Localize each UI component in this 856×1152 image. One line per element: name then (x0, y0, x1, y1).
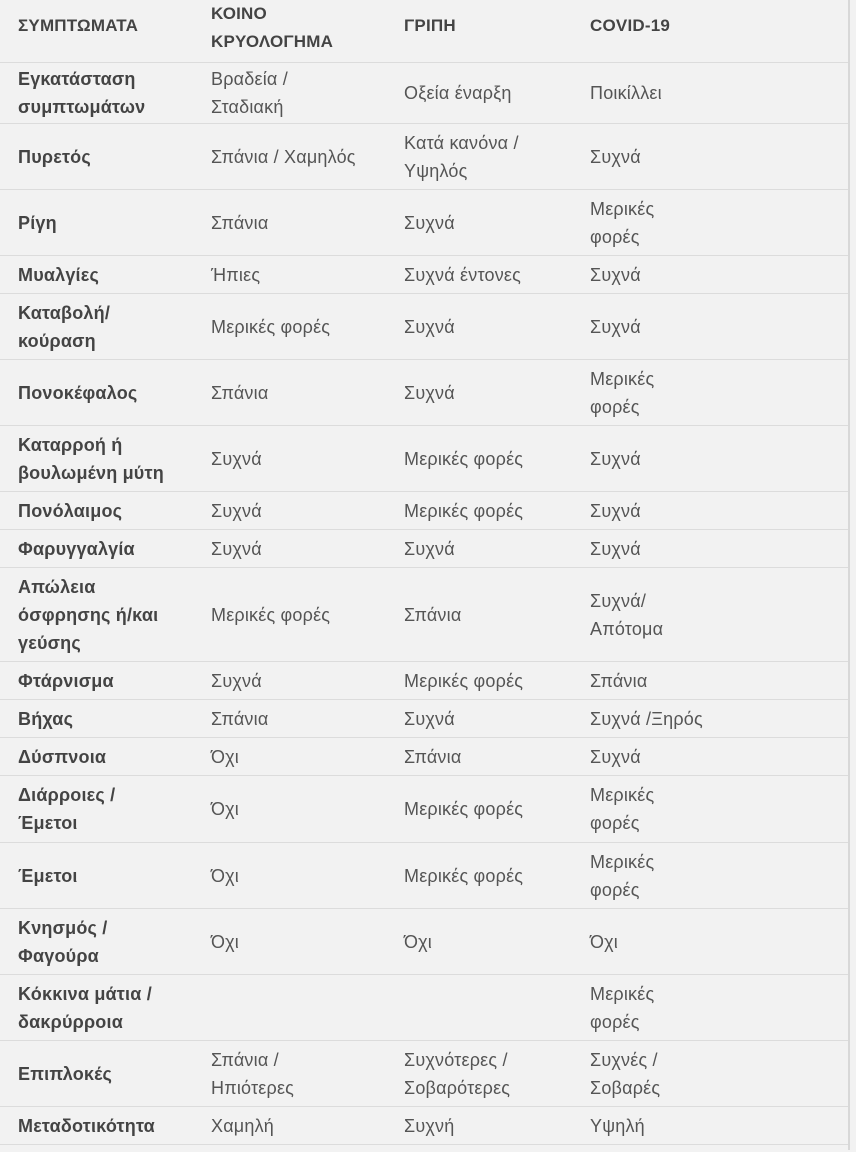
symptom-cell: Διάρροιες / Έμετοι (18, 785, 116, 833)
table-row (0, 776, 848, 843)
table-row (0, 63, 848, 124)
flu-cell: Συχνά (404, 212, 455, 233)
flu-cell: Μερικές φορές (404, 799, 524, 819)
common-cold-cell: Όχι (211, 865, 239, 886)
covid19-cell: Όχι (590, 931, 618, 952)
symptom-cell: Πονόλαιμος (18, 500, 123, 521)
covid19-cell: Συχνά (590, 448, 641, 469)
common-cold-cell: Χαμηλή (211, 1115, 275, 1136)
symptom-cell: Έμετοι (18, 865, 78, 886)
flu-cell: Μερικές φορές (404, 500, 524, 521)
symptom-cell: Επιπλοκές (18, 1063, 113, 1084)
flu-cell: Συχνά (404, 538, 455, 559)
covid19-cell: Υψηλή (590, 1115, 645, 1136)
common-cold-cell: Σπάνια / Ηπιότερες (211, 1049, 295, 1098)
flu-cell: Συχνή (404, 1115, 455, 1136)
covid19-cell: Μερικές φορές (590, 983, 655, 1032)
covid19-cell: Σπάνια (590, 670, 648, 691)
covid19-cell: Ποικίλλει (590, 83, 662, 103)
table-header-row (0, 0, 848, 63)
covid19-cell: Συχνά (590, 264, 641, 285)
covid19-cell: Συχνά/ Απότομα (590, 590, 664, 639)
symptom-cell: Πυρετός (18, 146, 91, 167)
covid19-cell: Συχνά (590, 746, 641, 767)
table-row (0, 1107, 848, 1145)
flu-cell: Σπάνια (404, 746, 462, 767)
table-row (0, 975, 848, 1041)
table-row (0, 294, 848, 360)
table-row (0, 124, 848, 190)
covid19-cell: Μερικές φορές (590, 198, 655, 247)
common-cold-cell (193, 975, 386, 1040)
covid19-cell: Συχνά (590, 500, 641, 521)
table-row (0, 662, 848, 700)
table-row (0, 843, 848, 909)
covid19-cell: Συχνά (590, 146, 641, 167)
symptom-cell: Κνησμός / Φαγούρα (18, 917, 108, 966)
common-cold-cell: Σπάνια (211, 382, 269, 403)
table-row (0, 738, 848, 776)
header-flu: ΓΡΙΠΗ (404, 16, 456, 35)
flu-cell: Σπάνια (404, 604, 462, 625)
header-covid19: COVID-19 (590, 16, 671, 35)
common-cold-cell: Συχνά (211, 670, 262, 691)
flu-cell: Μερικές φορές (404, 670, 524, 691)
table-row (0, 360, 848, 426)
flu-cell: Κατά κανόνα / Υψηλός (404, 132, 519, 181)
symptom-cell: Φτάρνισμα (18, 670, 114, 691)
symptom-cell: Δύσπνοια (18, 746, 107, 767)
common-cold-cell: Ήπιες (211, 264, 261, 285)
table-row (0, 909, 848, 975)
symptom-cell: Μεταδοτικότητα (18, 1115, 155, 1136)
flu-cell: Μερικές φορές (404, 865, 524, 886)
symptom-cell: Κόκκινα μάτια / δακρύρροια (18, 983, 152, 1032)
symptom-cell: Καταρροή ή βουλωμένη μύτη (18, 434, 164, 483)
common-cold-cell: Μερικές φορές (211, 316, 331, 337)
table-row (0, 426, 848, 492)
table-row (0, 1041, 848, 1107)
header-common-cold: ΚΟΙΝΟ ΚΡΥΟΛΟΓΗΜΑ (211, 4, 334, 51)
flu-cell: Συχνά (404, 316, 455, 337)
covid19-cell: Μερικές φορές (590, 851, 655, 900)
table-row (0, 700, 848, 738)
common-cold-cell: Σπάνια / Χαμηλός (211, 146, 356, 167)
covid19-cell: Συχνά /Ξηρός (590, 708, 703, 729)
common-cold-cell: Συχνά (211, 448, 262, 469)
covid19-cell: Συχνά (590, 316, 641, 337)
common-cold-cell: Σπάνια (211, 708, 269, 729)
covid19-cell: Συχνές / Σοβαρές (590, 1049, 661, 1098)
table-row (0, 190, 848, 256)
common-cold-cell: Όχι (211, 799, 239, 819)
flu-cell: Συχνά έντονες (404, 264, 522, 285)
symptom-cell: Ρίγη (18, 212, 57, 233)
flu-cell: Συχνότερες / Σοβαρότερες (404, 1049, 511, 1098)
table-row (0, 256, 848, 294)
symptom-cell: Καταβολή/ κούραση (18, 302, 111, 351)
common-cold-cell: Συχνά (211, 538, 262, 559)
common-cold-cell: Σπάνια (211, 212, 269, 233)
common-cold-cell: Όχι (211, 931, 239, 952)
flu-cell: Οξεία έναρξη (404, 83, 512, 103)
common-cold-cell: Όχι (211, 746, 239, 767)
table-row (0, 530, 848, 568)
covid19-cell: Μερικές φορές (590, 368, 655, 417)
symptom-cell: Μυαλγίες (18, 264, 100, 285)
common-cold-cell: Μερικές φορές (211, 604, 331, 625)
flu-cell: Συχνά (404, 708, 455, 729)
header-symptoms: ΣΥΜΠΤΩΜΑΤΑ (18, 16, 139, 35)
common-cold-cell: Βραδεία / Σταδιακή (211, 69, 288, 117)
covid19-cell: Συχνά (590, 538, 641, 559)
table-row (0, 568, 848, 662)
flu-cell: Όχι (404, 931, 432, 952)
symptom-cell: Πονοκέφαλος (18, 382, 138, 403)
flu-cell (386, 975, 572, 1040)
symptom-cell: Απώλεια όσφρησης ή/και γεύσης (18, 576, 159, 653)
covid19-cell: Μερικές φορές (590, 785, 655, 833)
flu-cell: Συχνά (404, 382, 455, 403)
symptom-cell: Εγκατάσταση συμπτωμάτων (18, 69, 146, 117)
common-cold-cell: Συχνά (211, 500, 262, 521)
table-row (0, 492, 848, 530)
symptom-cell: Φαρυγγαλγία (18, 538, 135, 559)
symptom-cell: Βήχας (18, 708, 74, 729)
flu-cell: Μερικές φορές (404, 448, 524, 469)
